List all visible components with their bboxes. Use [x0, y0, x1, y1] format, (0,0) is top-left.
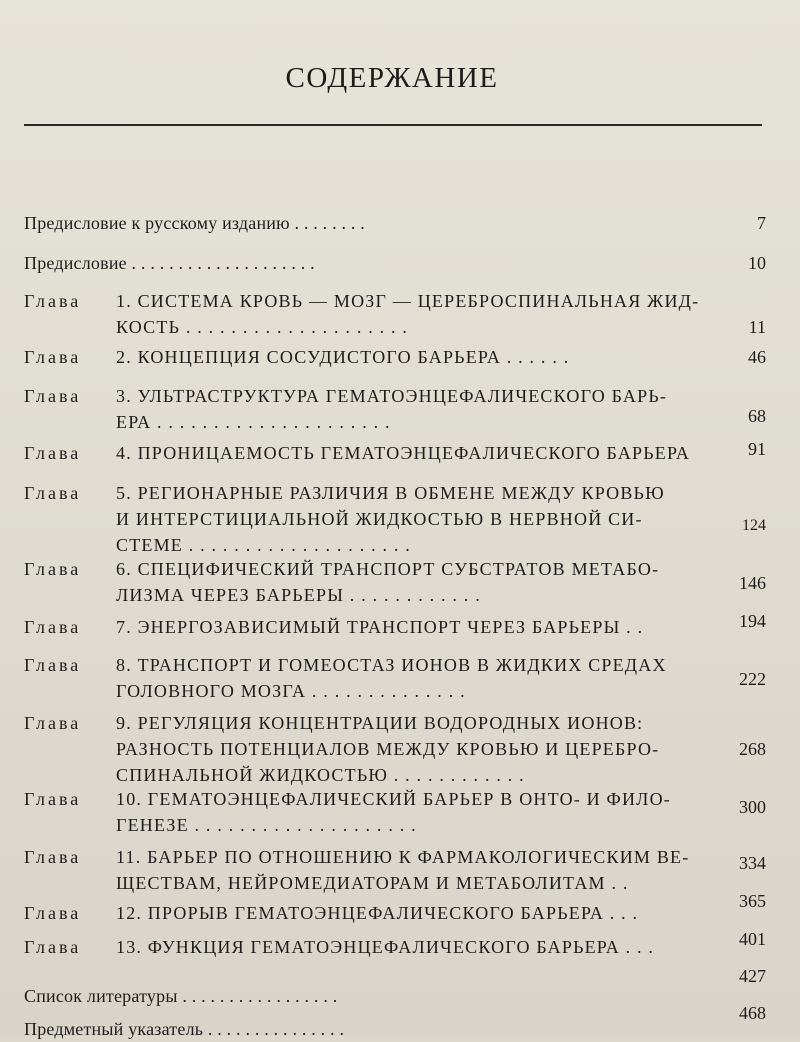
toc-entry-line: 2. КОНЦЕПЦИЯ СОСУДИСТОГО БАРЬЕРА . . . . . .	[116, 347, 570, 367]
toc-entry-page: 365	[739, 891, 766, 911]
chapter-label: Глава	[24, 789, 82, 809]
chapter-label: Глава	[24, 903, 82, 923]
toc-entry-line: РАЗНОСТЬ ПОТЕНЦИАЛОВ МЕЖДУ КРОВЬЮ И ЦЕРЕБРО-	[116, 739, 660, 759]
toc-entry-line: СПИНАЛЬНОЙ ЖИДКОСТЬЮ . . . . . . . . . . . .	[116, 765, 525, 785]
toc-entry-text	[24, 250, 622, 276]
chapter-label: Глава	[24, 347, 82, 367]
toc-entry-text	[116, 344, 714, 370]
toc-entry-page: 10	[748, 253, 766, 273]
toc-entry-line: ГОЛОВНОГО МОЗГА . . . . . . . . . . . . . .	[116, 681, 466, 701]
toc-entry-text	[116, 288, 714, 340]
toc-entry-line: 6. СПЕЦИФИЧЕСКИЙ ТРАНСПОРТ СУБСТРАТОВ МЕТАБО-	[116, 559, 660, 579]
toc-entry-page: 427	[739, 966, 766, 986]
toc-entry-line: ЕРА . . . . . . . . . . . . . . . . . . . . .	[116, 412, 391, 432]
toc-entry-line: 11. БАРЬЕР ПО ОТНОШЕНИЮ К ФАРМАКОЛОГИЧЕСКИМ ВЕ-	[116, 847, 690, 867]
toc-entry-page: 268	[739, 739, 766, 759]
toc-entry-line: ЛИЗМА ЧЕРЕЗ БАРЬЕРЫ . . . . . . . . . . . .	[116, 585, 481, 605]
chapter-label: Глава	[24, 443, 82, 463]
toc-entry-text	[116, 440, 714, 466]
toc-entry-page: 401	[739, 929, 766, 949]
toc-entry-page: 300	[739, 797, 766, 817]
toc-entry-line: 10. ГЕМАТОЭНЦЕФАЛИЧЕСКИЙ БАРЬЕР В ОНТО- И ФИЛО-	[116, 789, 671, 809]
toc-entry-page: 46	[748, 347, 766, 367]
toc-entry-line: 13. ФУНКЦИЯ ГЕМАТОЭНЦЕФАЛИЧЕСКОГО БАРЬЕРА . . .	[116, 937, 655, 957]
toc-entry-text	[24, 210, 622, 236]
chapter-label: Глава	[24, 291, 82, 311]
chapter-label: Глава	[24, 559, 82, 579]
chapter-label: Глава	[24, 713, 82, 733]
toc-entry-page: 146	[739, 573, 766, 593]
toc-entry-text	[116, 934, 714, 960]
chapter-label: Глава	[24, 617, 82, 637]
toc-entry-text	[116, 614, 714, 640]
toc-entry-text	[116, 844, 714, 896]
toc-entry-line: СТЕМЕ . . . . . . . . . . . . . . . . . . . .	[116, 535, 411, 555]
toc-entry-line: 4. ПРОНИЦАЕМОСТЬ ГЕМАТОЭНЦЕФАЛИЧЕСКОГО БАРЬЕРА	[116, 443, 691, 463]
toc-entry-text	[116, 652, 714, 704]
toc-entry-page: 68	[748, 406, 766, 426]
toc-entry-page: 91	[748, 439, 766, 459]
toc-entry-line: 1. СИСТЕМА КРОВЬ — МОЗГ — ЦЕРЕБРОСПИНАЛЬНАЯ ЖИД-	[116, 291, 700, 311]
toc-entry-line: 7. ЭНЕРГОЗАВИСИМЫЙ ТРАНСПОРТ ЧЕРЕЗ БАРЬЕРЫ . .	[116, 617, 644, 637]
toc-entry-line: 3. УЛЬТРАСТРУКТУРА ГЕМАТОЭНЦЕФАЛИЧЕСКОГО БАРЬ-	[116, 386, 668, 406]
toc-entry-line: Список литературы . . . . . . . . . . . . . . . . .	[24, 986, 338, 1006]
toc-entry-line: 9. РЕГУЛЯЦИЯ КОНЦЕНТРАЦИИ ВОДОРОДНЫХ ИОНОВ:	[116, 713, 644, 733]
chapter-label: Глава	[24, 386, 82, 406]
toc-entry-line: 8. ТРАНСПОРТ И ГОМЕОСТАЗ ИОНОВ В ЖИДКИХ СРЕДАХ	[116, 655, 667, 675]
toc-entry-text	[116, 556, 714, 608]
toc-entry-line: ГЕНЕЗЕ . . . . . . . . . . . . . . . . . . . .	[116, 815, 417, 835]
toc-entry-page: 11	[748, 317, 766, 337]
toc-entry-text	[116, 786, 714, 838]
toc-entry-page: 124	[742, 517, 766, 534]
toc-entry-text	[24, 1016, 622, 1042]
toc-entry-page: 468	[739, 1003, 766, 1023]
toc-entry-page: 334	[739, 853, 766, 873]
chapter-label: Глава	[24, 483, 82, 503]
toc-entry-line: ЩЕСТВАМ, НЕЙРОМЕДИАТОРАМ И МЕТАБОЛИТАМ . .	[116, 873, 629, 893]
toc-entry-text	[116, 480, 714, 558]
toc-entry-text	[116, 710, 714, 788]
chapter-label: Глава	[24, 937, 82, 957]
toc-entry-text	[116, 900, 714, 926]
page-title: СОДЕРЖАНИЕ	[285, 62, 499, 94]
toc-entry-page: 194	[739, 611, 766, 631]
toc-entry-line: Предметный указатель . . . . . . . . . . . . . . .	[24, 1019, 345, 1039]
toc-entry-text	[24, 983, 622, 1009]
toc-entry-page: 222	[739, 669, 766, 689]
toc-entry-text	[116, 383, 714, 435]
chapter-label: Глава	[24, 847, 82, 867]
toc-entry-page: 7	[757, 213, 766, 233]
toc-entry-line: И ИНТЕРСТИЦИАЛЬНОЙ ЖИДКОСТЬЮ В НЕРВНОЙ СИ-	[116, 509, 643, 529]
toc-entry-line: Предисловие . . . . . . . . . . . . . . . . . . . .	[24, 253, 315, 273]
toc-entry-line: 5. РЕГИОНАРНЫЕ РАЗЛИЧИЯ В ОБМЕНЕ МЕЖДУ КРОВЬЮ	[116, 483, 665, 503]
toc-entry-line: Предисловие к русскому изданию . . . . . . . .	[24, 213, 365, 233]
toc-entry-line: КОСТЬ . . . . . . . . . . . . . . . . . . . .	[116, 317, 409, 337]
chapter-label: Глава	[24, 655, 82, 675]
toc-entry-line: 12. ПРОРЫВ ГЕМАТОЭНЦЕФАЛИЧЕСКОГО БАРЬЕРА . . .	[116, 903, 639, 923]
